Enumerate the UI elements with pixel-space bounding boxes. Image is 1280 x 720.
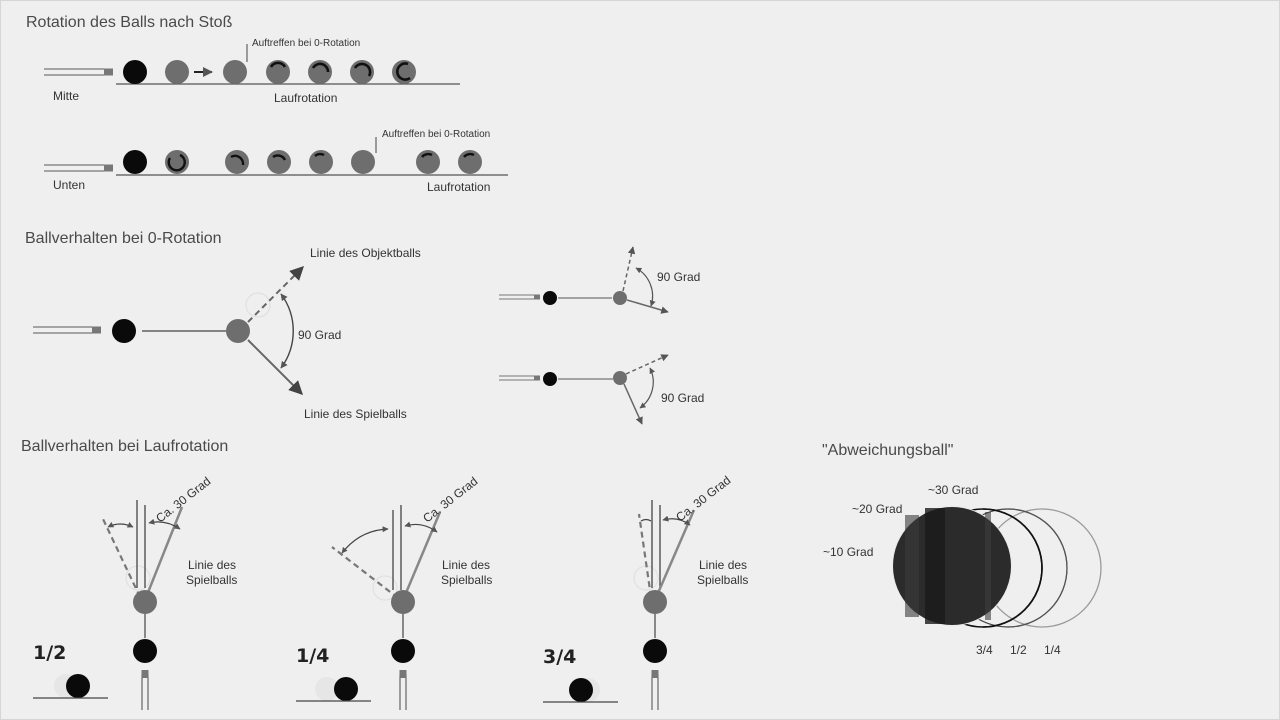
cue-ball — [133, 639, 157, 663]
angle-arc — [636, 268, 653, 306]
section2-title: Ballverhalten bei 0-Rotation — [25, 230, 222, 247]
cue-ball — [543, 291, 557, 305]
cue-ball — [123, 150, 147, 174]
cue-stick — [499, 295, 540, 300]
angle-arc — [342, 529, 388, 553]
object-ball — [613, 291, 627, 305]
angle-label: ~20 Grad — [852, 502, 903, 516]
object-ball-line — [248, 267, 303, 322]
cue-ball-line — [624, 384, 642, 424]
follow-diagram-quarter — [296, 474, 492, 710]
overlap-band — [905, 515, 919, 617]
overlap-band — [925, 508, 945, 624]
object-ball — [165, 60, 189, 84]
object-ball — [223, 60, 247, 84]
rotation-label: Laufrotation — [427, 180, 491, 194]
angle-label: ~30 Grad — [928, 483, 979, 497]
angle-label: Ca. 30 Grad — [420, 474, 481, 526]
row-label-mitte: Mitte — [53, 89, 80, 103]
contact-ball — [569, 678, 593, 702]
rotating-balls — [165, 150, 482, 174]
angle-arc — [281, 294, 293, 368]
cue-stick — [33, 327, 101, 334]
rotating-balls — [266, 60, 416, 84]
cue-line-label: Linie des Spielballs — [304, 407, 407, 421]
object-ball — [613, 371, 627, 385]
follow-diagram-half — [33, 474, 237, 710]
line-label: Spielballs — [441, 573, 493, 587]
zero-rotation-main — [33, 246, 421, 421]
overlap-band — [985, 512, 991, 620]
line-label: Spielballs — [697, 573, 749, 587]
rotation-label: Laufrotation — [274, 91, 338, 105]
frame-border — [1, 1, 1280, 720]
object-ball — [643, 590, 667, 614]
cue-ball — [391, 639, 415, 663]
section4-title: "Abweichungsball" — [822, 442, 954, 459]
object-ball — [391, 590, 415, 614]
angle-label: Ca. 30 Grad — [673, 473, 734, 525]
impact-note: Auftreffen bei 0-Rotation — [252, 38, 361, 49]
cue-stick — [44, 165, 113, 172]
zero-rotation-small-top — [499, 247, 700, 312]
cue-ball — [643, 639, 667, 663]
cue-ball-line — [248, 340, 302, 394]
cue-stick — [499, 376, 540, 381]
cue-stick — [44, 69, 113, 76]
cue-ball — [112, 319, 136, 343]
fraction-label: 1/4 — [1044, 643, 1061, 657]
fraction-label: 1/2 — [1010, 643, 1027, 657]
follow-diagram-three-quarter — [543, 473, 748, 710]
angle-label: 90 Grad — [657, 270, 701, 284]
ghost-ball — [126, 566, 150, 590]
cue-ball — [543, 372, 557, 386]
section1-title: Rotation des Balls nach Stoß — [26, 14, 233, 31]
zero-rotation-small-bottom — [499, 355, 704, 424]
object-ball — [133, 590, 157, 614]
contact-ball — [334, 677, 358, 701]
angle-label: ~10 Grad — [823, 545, 874, 559]
object-line-label: Linie des Objektballs — [310, 246, 421, 260]
angle-label: 90 Grad — [661, 391, 705, 405]
cue-ball — [123, 60, 147, 84]
deflection-ball-diagram — [823, 483, 1101, 657]
cue-ball-line — [627, 300, 668, 312]
angle-label: 90 Grad — [298, 328, 342, 342]
fraction-label: 3/4 — [543, 646, 577, 668]
deflection-dashed-line — [639, 514, 651, 597]
fraction-label: 3/4 — [976, 643, 993, 657]
ghost-ball — [634, 566, 658, 590]
line-label: Spielballs — [186, 573, 238, 587]
angle-arc — [108, 524, 133, 527]
line-label: Linie des — [188, 558, 237, 572]
line-label: Linie des — [442, 558, 491, 572]
overlap-arc — [1008, 509, 1067, 627]
cue-tip — [400, 670, 407, 710]
cue-tip — [652, 670, 659, 710]
contact-ball — [66, 674, 90, 698]
impact-note: Auftreffen bei 0-Rotation — [382, 129, 491, 140]
angle-arc — [641, 520, 651, 522]
object-ball-line — [623, 247, 633, 291]
deflection-dashed-line — [332, 547, 398, 598]
angle-label: Ca. 30 Grad — [153, 474, 214, 526]
object-ball-line — [626, 355, 668, 374]
line-label: Linie des — [699, 558, 748, 572]
fraction-label: 1/4 — [296, 645, 330, 667]
deflection-dashed-line — [103, 519, 140, 597]
row-mitte — [44, 38, 460, 105]
cue-tip — [142, 670, 149, 710]
row-unten — [44, 129, 508, 194]
angle-arc — [640, 368, 653, 408]
row-label-unten: Unten — [53, 178, 86, 192]
fraction-label: 1/2 — [33, 642, 67, 664]
object-ball — [226, 319, 250, 343]
section3-title: Ballverhalten bei Laufrotation — [21, 438, 229, 455]
